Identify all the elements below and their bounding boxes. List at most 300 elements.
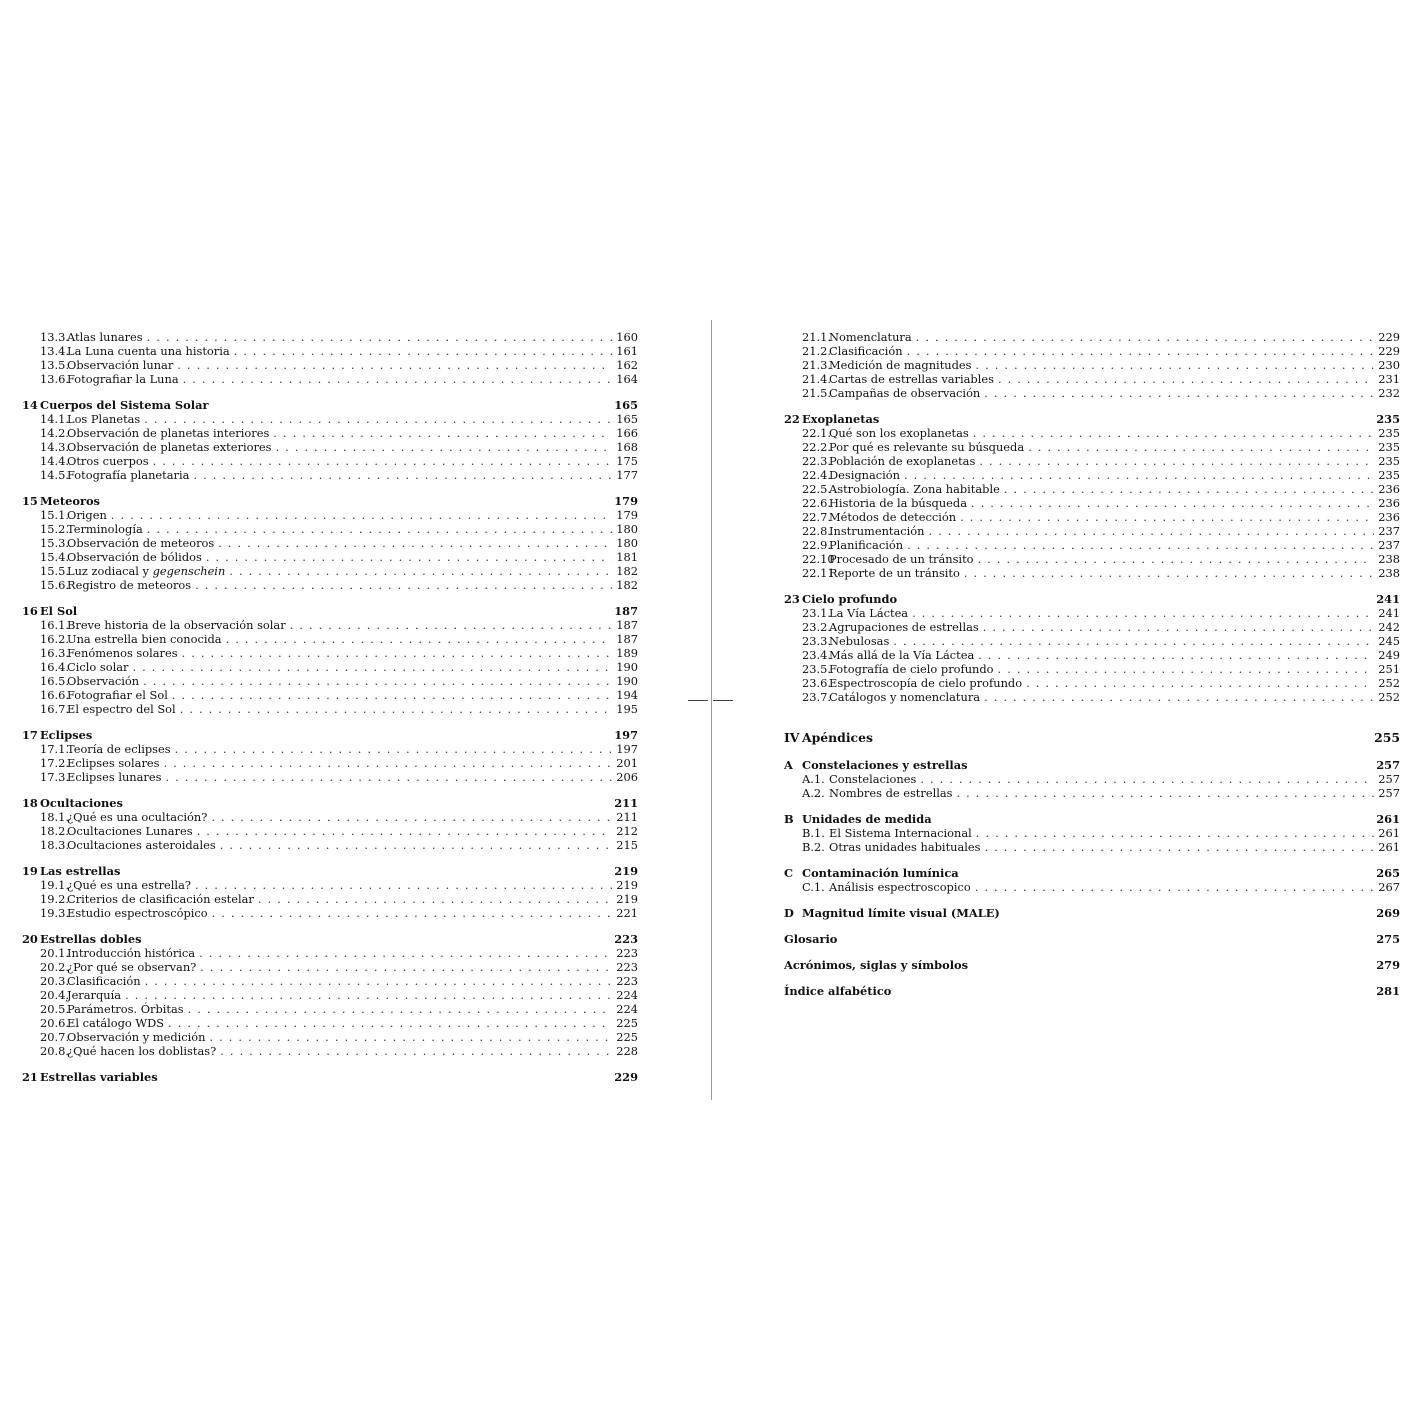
toc-chapter-row — [22, 932, 638, 946]
dot-leader — [183, 372, 613, 386]
toc-section-title: La Vía Láctea — [829, 606, 909, 620]
dot-leader — [218, 536, 612, 550]
toc-page-number: 219 — [616, 878, 638, 892]
toc-page-number: 206 — [616, 770, 638, 784]
dot-leader — [1028, 440, 1374, 454]
toc-page-number: 211 — [614, 796, 638, 810]
toc-section-row — [784, 840, 1400, 854]
toc-section-row — [784, 344, 1400, 358]
toc-section-number: 21.1. — [802, 330, 831, 344]
toc-section-title: Población de exoplanetas — [829, 454, 976, 468]
toc-section-row — [22, 756, 638, 770]
toc-section-number: 16.4. — [40, 660, 69, 674]
toc-chapter-title: Estrellas variables — [40, 1070, 158, 1084]
toc-part-number: IV — [784, 730, 800, 745]
dot-leader — [195, 878, 612, 892]
toc-page-number: 257 — [1378, 772, 1400, 786]
toc-chapter-row — [22, 1070, 638, 1084]
dot-leader — [229, 564, 612, 578]
dot-leader — [975, 358, 1374, 372]
dot-leader — [212, 906, 613, 920]
toc-page-number: 241 — [1378, 606, 1400, 620]
toc-section-row — [22, 742, 638, 756]
toc-section-number: 23.2. — [802, 620, 831, 634]
toc-section-title: Clasificación — [67, 974, 141, 988]
toc-page-number: 182 — [616, 578, 638, 592]
toc-section-title: Estudio espectroscópico — [67, 906, 208, 920]
toc-page-number: 195 — [616, 702, 638, 716]
toc-page-number: 255 — [1374, 730, 1400, 745]
toc-chapter-row — [784, 866, 1400, 880]
toc-section-row — [784, 330, 1400, 344]
toc-section-row — [22, 618, 638, 632]
toc-section-row — [784, 606, 1400, 620]
dot-leader — [111, 508, 612, 522]
dot-leader — [979, 454, 1374, 468]
toc-section-title: Qué son los exoplanetas — [829, 426, 969, 440]
toc-section-number: 20.8. — [40, 1044, 69, 1058]
toc-page-number: 161 — [616, 344, 638, 358]
toc-page-number: 180 — [616, 522, 638, 536]
toc-page-number: 257 — [1378, 786, 1400, 800]
toc-chapter-title: Las estrellas — [40, 864, 121, 878]
toc-page-number: 265 — [1376, 866, 1400, 880]
toc-section-number: 16.6. — [40, 688, 69, 702]
toc-page-number: 229 — [1378, 330, 1400, 344]
toc-section-row — [784, 634, 1400, 648]
toc-section-row — [784, 524, 1400, 538]
toc-section-title: Ciclo solar — [67, 660, 129, 674]
toc-plain-title: Índice alfabético — [784, 984, 892, 998]
toc-section-title: ¿Qué es una estrella? — [67, 878, 191, 892]
toc-section-title: Instrumentación — [829, 524, 925, 538]
toc-chapter-row — [22, 604, 638, 618]
toc-section-number: 20.7. — [40, 1030, 69, 1044]
dot-leader — [220, 1044, 612, 1058]
dot-leader — [273, 426, 612, 440]
toc-part-title: Apéndices — [802, 730, 873, 745]
toc-chapter-number: 16 — [22, 604, 38, 618]
toc-page-number: 252 — [1378, 676, 1400, 690]
dot-leader — [912, 606, 1374, 620]
toc-page-number: 187 — [614, 604, 638, 618]
toc-section-title: Nebulosas — [829, 634, 890, 648]
toc-section-number: 23.5. — [802, 662, 831, 676]
toc-section-row — [784, 496, 1400, 510]
dot-leader — [929, 524, 1375, 538]
toc-page-number: 224 — [616, 1002, 638, 1016]
toc-chapter-number: 15 — [22, 494, 38, 508]
toc-chapter-title: Cuerpos del Sistema Solar — [40, 398, 209, 412]
toc-page-number: 189 — [616, 646, 638, 660]
toc-section-title: Planificación — [829, 538, 904, 552]
toc-section-title: Constelaciones — [829, 772, 917, 786]
toc-section-row — [22, 674, 638, 688]
toc-section-title: Fotografiar el Sol — [67, 688, 168, 702]
toc-section-row — [784, 690, 1400, 704]
dot-leader — [971, 496, 1374, 510]
toc-page-number: 225 — [616, 1030, 638, 1044]
toc-page-number: 201 — [616, 756, 638, 770]
toc-section-title: Otras unidades habituales — [829, 840, 981, 854]
dot-leader — [200, 960, 612, 974]
toc-section-title: Jerarquía — [67, 988, 122, 1002]
toc-chapter-title: Magnitud límite visual (MALE) — [802, 906, 1000, 920]
dot-leader — [188, 1002, 613, 1016]
toc-section-number: 23.4. — [802, 648, 831, 662]
toc-section-number: 16.5. — [40, 674, 69, 688]
toc-page-number: 238 — [1378, 552, 1400, 566]
toc-chapter-row — [22, 728, 638, 742]
toc-section-title: Eclipses solares — [67, 756, 160, 770]
toc-chapter-row — [22, 398, 638, 412]
toc-chapter-title: Eclipses — [40, 728, 93, 742]
toc-section-row — [22, 632, 638, 646]
dot-leader — [144, 412, 612, 426]
toc-page-number: 180 — [616, 536, 638, 550]
toc-section-row — [784, 468, 1400, 482]
toc-section-title: Cartas de estrellas variables — [829, 372, 994, 386]
toc-section-title: Observación — [67, 674, 140, 688]
toc-chapter-title: Unidades de medida — [802, 812, 932, 826]
dot-leader — [147, 330, 613, 344]
toc-plain-title: Glosario — [784, 932, 838, 946]
toc-section-row — [22, 468, 638, 482]
toc-page-number: 212 — [616, 824, 638, 838]
toc-section-row — [784, 372, 1400, 386]
toc-chapter-title: Estrellas dobles — [40, 932, 142, 946]
toc-page-number: 279 — [1376, 958, 1400, 972]
toc-page-number: 235 — [1378, 454, 1400, 468]
toc-page-number: 160 — [616, 330, 638, 344]
toc-section-number: 20.3. — [40, 974, 69, 988]
dot-leader — [143, 674, 612, 688]
toc-page-number: 168 — [616, 440, 638, 454]
toc-page-number: 231 — [1378, 372, 1400, 386]
toc-section-row — [784, 440, 1400, 454]
toc-section-row — [784, 676, 1400, 690]
toc-chapter-row — [784, 906, 1400, 920]
toc-page-number: 190 — [616, 674, 638, 688]
toc-page-number: 223 — [616, 960, 638, 974]
dot-leader — [182, 646, 613, 660]
toc-right-page — [784, 330, 1400, 998]
toc-section-number: 20.1. — [40, 946, 69, 960]
toc-page-number: 235 — [1378, 468, 1400, 482]
dot-leader — [976, 826, 1374, 840]
toc-section-title: Historia de la búsqueda — [829, 496, 967, 510]
dot-leader — [147, 522, 612, 536]
toc-section-row — [22, 810, 638, 824]
toc-chapter-row — [22, 494, 638, 508]
toc-section-number: A.1. — [802, 772, 825, 786]
toc-section-number: 19.1. — [40, 878, 69, 892]
toc-section-number: 15.6. — [40, 578, 69, 592]
toc-page-number: 252 — [1378, 690, 1400, 704]
dot-leader — [920, 772, 1374, 786]
toc-section-number: B.2. — [802, 840, 825, 854]
toc-section-row — [22, 564, 638, 578]
page-divider — [711, 320, 712, 1100]
toc-page-number: 219 — [614, 864, 638, 878]
toc-section-number: 20.5. — [40, 1002, 69, 1016]
toc-page-number: 236 — [1378, 510, 1400, 524]
toc-section-row — [22, 824, 638, 838]
toc-section-title: Medición de magnitudes — [829, 358, 972, 372]
toc-section-row — [784, 552, 1400, 566]
toc-section-title: Introducción histórica — [67, 946, 196, 960]
toc-page-number: 190 — [616, 660, 638, 674]
toc-section-number: 14.5. — [40, 468, 69, 482]
toc-section-title: Nombres de estrellas — [829, 786, 953, 800]
toc-page-number: 223 — [616, 946, 638, 960]
toc-page-number: 179 — [616, 508, 638, 522]
toc-section-title: Observación de bólidos — [67, 550, 202, 564]
toc-page-number: 237 — [1378, 538, 1400, 552]
toc-page-number: 182 — [616, 564, 638, 578]
dot-leader — [153, 454, 613, 468]
toc-section-title: Campañas de observación — [829, 386, 981, 400]
toc-section-number: 15.5. — [40, 564, 69, 578]
toc-page-number: 237 — [1378, 524, 1400, 538]
toc-chapter-number: 20 — [22, 932, 38, 946]
toc-section-number: 14.4. — [40, 454, 69, 468]
toc-page-number: 241 — [1376, 592, 1400, 606]
toc-section-number: 13.3. — [40, 330, 69, 344]
toc-chapter-number: 21 — [22, 1070, 38, 1084]
toc-page-number: 267 — [1378, 880, 1400, 894]
toc-chapter-row — [22, 864, 638, 878]
dot-leader — [206, 550, 612, 564]
toc-section-title: Por qué es relevante su búsqueda — [829, 440, 1025, 454]
toc-section-title: Eclipses lunares — [67, 770, 162, 784]
dot-leader — [177, 358, 612, 372]
toc-section-row — [22, 536, 638, 550]
dot-leader — [984, 690, 1374, 704]
toc-section-row — [784, 786, 1400, 800]
toc-section-number: B.1. — [802, 826, 825, 840]
toc-page-number: 251 — [1378, 662, 1400, 676]
dot-leader — [145, 974, 613, 988]
toc-chapter-row — [22, 796, 638, 810]
toc-section-row — [784, 386, 1400, 400]
toc-page-number: 219 — [616, 892, 638, 906]
toc-section-number: 22.3. — [802, 454, 831, 468]
toc-page-number: 224 — [616, 988, 638, 1002]
toc-section-number: 23.7. — [802, 690, 831, 704]
toc-page-number: 238 — [1378, 566, 1400, 580]
toc-section-title: Catálogos y nomenclatura — [829, 690, 981, 704]
toc-section-row — [784, 538, 1400, 552]
toc-chapter-row — [784, 412, 1400, 426]
toc-section-number: 16.3. — [40, 646, 69, 660]
dot-leader — [168, 1016, 612, 1030]
toc-section-row — [784, 648, 1400, 662]
toc-section-number: 17.2. — [40, 756, 69, 770]
dot-leader — [132, 660, 612, 674]
toc-section-title: ¿Por qué se observan? — [67, 960, 197, 974]
toc-page-number: 261 — [1378, 826, 1400, 840]
toc-section-title: Atlas lunares — [67, 330, 143, 344]
toc-left-page — [22, 330, 638, 1084]
dot-leader — [975, 880, 1375, 894]
dot-leader — [1004, 482, 1374, 496]
toc-section-title: El Sistema Internacional — [829, 826, 972, 840]
toc-section-row — [22, 440, 638, 454]
dot-leader — [275, 440, 612, 454]
toc-chapter-row — [784, 812, 1400, 826]
toc-section-number: 18.1. — [40, 810, 69, 824]
toc-section-number: 22.5. — [802, 482, 831, 496]
toc-section-number: 14.1. — [40, 412, 69, 426]
toc-page-number: 261 — [1376, 812, 1400, 826]
toc-page-number: 215 — [616, 838, 638, 852]
dot-leader — [209, 1030, 612, 1044]
toc-section-title: Otros cuerpos — [67, 454, 149, 468]
toc-section-number: 22.8. — [802, 524, 831, 538]
toc-page-number: 261 — [1378, 840, 1400, 854]
toc-chapter-number: 23 — [784, 592, 800, 606]
toc-section-number: 20.6. — [40, 1016, 69, 1030]
dot-leader — [978, 648, 1374, 662]
toc-section-title: La Luna cuenta una historia — [67, 344, 230, 358]
toc-page-number: 187 — [616, 632, 638, 646]
toc-section-title: Clasificación — [829, 344, 903, 358]
toc-section-title: Origen — [67, 508, 107, 522]
toc-chapter-number: C — [784, 866, 794, 880]
toc-section-row — [784, 358, 1400, 372]
toc-plain-row — [784, 984, 1400, 998]
toc-section-number: 22.6. — [802, 496, 831, 510]
toc-section-number: 14.3. — [40, 440, 69, 454]
toc-section-row — [22, 702, 638, 716]
toc-section-title: Los Planetas — [67, 412, 141, 426]
toc-section-number: 16.7. — [40, 702, 69, 716]
dot-leader — [226, 632, 613, 646]
toc-section-number: 21.3. — [802, 358, 831, 372]
toc-page-number: 228 — [616, 1044, 638, 1058]
toc-section-number: 15.1. — [40, 508, 69, 522]
toc-section-row — [22, 974, 638, 988]
toc-chapter-title: Exoplanetas — [802, 412, 880, 426]
toc-section-row — [22, 454, 638, 468]
toc-section-number: 23.6. — [802, 676, 831, 690]
toc-section-title: Procesado de un tránsito — [829, 552, 974, 566]
toc-section-title: Criterios de clasificación estelar — [67, 892, 254, 906]
toc-section-title: Luz zodiacal y gegenschein — [67, 564, 226, 578]
toc-page-number: 257 — [1376, 758, 1400, 772]
toc-section-title: ¿Qué hacen los doblistas? — [67, 1044, 217, 1058]
toc-section-row — [784, 662, 1400, 676]
toc-section-title: Observación de planetas interiores — [67, 426, 270, 440]
dot-leader — [916, 330, 1375, 344]
toc-section-row — [22, 770, 638, 784]
dot-leader — [180, 702, 613, 716]
toc-section-title: Fenómenos solares — [67, 646, 178, 660]
toc-page-number: 235 — [1376, 412, 1400, 426]
dot-leader — [197, 824, 613, 838]
toc-page-number: 223 — [616, 974, 638, 988]
toc-section-title: Más allá de la Vía Láctea — [829, 648, 975, 662]
toc-page-number: 232 — [1378, 386, 1400, 400]
toc-chapter-number: D — [784, 906, 794, 920]
dot-leader — [199, 946, 612, 960]
dot-leader — [175, 742, 613, 756]
toc-section-row — [22, 344, 638, 358]
toc-page-number: 223 — [614, 932, 638, 946]
toc-page-number: 165 — [614, 398, 638, 412]
toc-page-number: 245 — [1378, 634, 1400, 648]
toc-page-number: 281 — [1376, 984, 1400, 998]
dot-leader — [125, 988, 612, 1002]
toc-section-row — [784, 826, 1400, 840]
toc-page-number: 164 — [616, 372, 638, 386]
toc-section-number: 19.2. — [40, 892, 69, 906]
toc-chapter-row — [784, 758, 1400, 772]
toc-section-row — [22, 358, 638, 372]
toc-section-row — [22, 688, 638, 702]
toc-section-title: Nomenclatura — [829, 330, 912, 344]
toc-section-number: 13.4. — [40, 344, 69, 358]
dot-leader — [978, 552, 1375, 566]
toc-page-number: 165 — [616, 412, 638, 426]
toc-section-title: ¿Qué es una ocultación? — [67, 810, 208, 824]
toc-page-number: 249 — [1378, 648, 1400, 662]
dot-leader — [220, 838, 613, 852]
toc-section-number: 14.2. — [40, 426, 69, 440]
toc-page-number: 166 — [616, 426, 638, 440]
toc-section-title: Terminología — [67, 522, 143, 536]
toc-page-number: 230 — [1378, 358, 1400, 372]
toc-section-number: 18.2. — [40, 824, 69, 838]
toc-section-title: Fotografiar la Luna — [67, 372, 179, 386]
toc-section-number: 18.3. — [40, 838, 69, 852]
toc-section-row — [22, 426, 638, 440]
dot-leader — [1026, 676, 1374, 690]
dot-leader — [964, 566, 1374, 580]
toc-section-row — [784, 482, 1400, 496]
toc-section-number: A.2. — [802, 786, 825, 800]
toc-section-number: 22.4. — [802, 468, 831, 482]
toc-page-number: 187 — [616, 618, 638, 632]
toc-section-row — [22, 372, 638, 386]
dot-leader — [957, 786, 1375, 800]
toc-section-number: 21.2. — [802, 344, 831, 358]
toc-section-title: Ocultaciones asteroidales — [67, 838, 216, 852]
toc-section-number: 15.3. — [40, 536, 69, 550]
dot-leader — [211, 810, 612, 824]
toc-section-number: 22.1. — [802, 426, 831, 440]
toc-section-title: Agrupaciones de estrellas — [829, 620, 979, 634]
toc-section-number: 22.2. — [802, 440, 831, 454]
toc-section-row — [784, 566, 1400, 580]
toc-chapter-title: Contaminación lumínica — [802, 866, 959, 880]
toc-section-row — [22, 522, 638, 536]
toc-page-number: 269 — [1376, 906, 1400, 920]
toc-section-title: Una estrella bien conocida — [67, 632, 222, 646]
toc-page-number: 229 — [1378, 344, 1400, 358]
toc-section-row — [22, 878, 638, 892]
dot-leader — [983, 620, 1375, 634]
toc-page-number: 181 — [616, 550, 638, 564]
toc-section-row — [22, 838, 638, 852]
toc-chapter-number: 19 — [22, 864, 38, 878]
toc-chapter-number: 14 — [22, 398, 38, 412]
toc-section-title: Designación — [829, 468, 900, 482]
toc-section-number: C.1. — [802, 880, 825, 894]
toc-section-row — [784, 772, 1400, 786]
toc-chapter-number: 18 — [22, 796, 38, 810]
